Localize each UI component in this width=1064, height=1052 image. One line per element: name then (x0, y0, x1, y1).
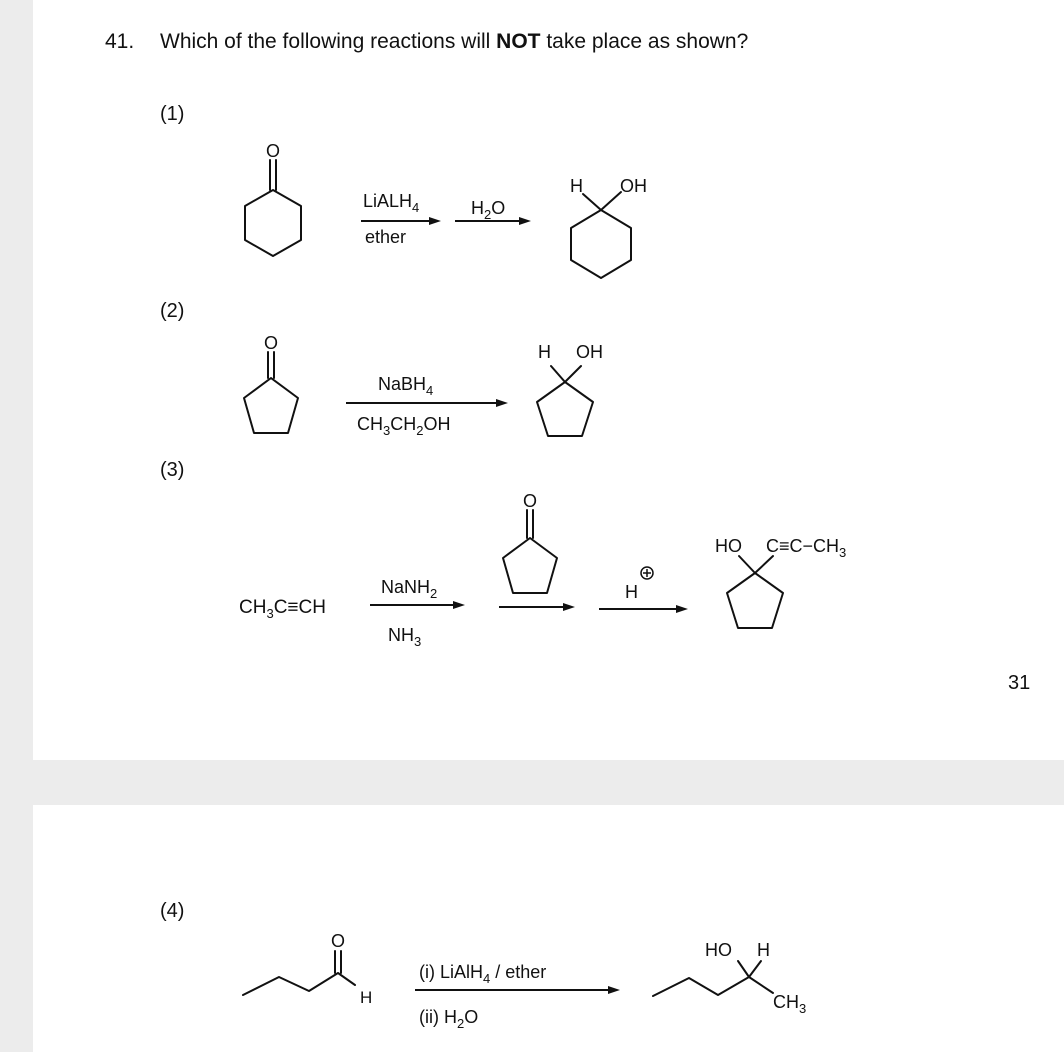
option-3-reagent-1-bottom: $NH_3$ (388, 625, 422, 649)
question-text-part: take place as shown? (540, 30, 749, 53)
oxygen-atom: O (265, 141, 281, 161)
oxygen-atom: O (263, 333, 279, 353)
product-label-oh: OH (576, 342, 603, 362)
option-3-label: (3) (160, 459, 185, 481)
product-label-h: H (570, 176, 583, 196)
question-text-emphasis: NOT (496, 30, 541, 53)
option-1-label: (1) (160, 103, 185, 125)
option-4-scheme (33, 805, 1064, 1052)
propargylic-alcohol-structure (715, 536, 846, 628)
product-label-ho: HO (715, 536, 742, 556)
product-label-ch3: $CH_3$ (773, 992, 807, 1016)
butanol-product-structure (653, 940, 806, 1016)
product-label-alkyne: $C\equiv C-CH_3$ (766, 536, 847, 560)
product-label-ho: HO (705, 940, 732, 960)
product-label-h: H (538, 342, 551, 362)
option-4-reagent-bottom: (ii) $H_2O$ (419, 1007, 479, 1031)
option-4-label: (4) (160, 900, 185, 922)
option-4-reagent-top: (i) LiAlH$_4$ / ether (419, 962, 547, 986)
option-3-reagent-1-top: NaNH$_2$ (381, 577, 438, 601)
question-number: 41. (105, 30, 135, 53)
aldehyde-hydrogen: H (360, 988, 373, 1007)
product-label-h: H (757, 940, 770, 960)
option-1-reagent-1-top: LiALH$_4$ (363, 191, 420, 215)
option-1-reagent-1-bottom: ether (365, 227, 407, 247)
option-1-reagent-2-top: $H_2O$ (471, 198, 506, 222)
product-label-oh: OH (620, 176, 647, 196)
page-1 (33, 0, 1064, 760)
option-2-reagent-bottom: $CH_3CH_2OH$ (357, 414, 451, 438)
cyclopentanone-reagent-structure (503, 491, 557, 593)
option-3-reactant: $CH_3C\equiv CH$ (239, 597, 326, 621)
oxygen-atom: O (330, 931, 346, 951)
proton-reagent (625, 567, 653, 602)
page-2 (33, 805, 1064, 1052)
question-text-part: Which of the following reactions will (160, 30, 497, 53)
proton-label: H (625, 582, 638, 602)
page-number: 31 (1008, 672, 1031, 694)
oxygen-atom: O (522, 491, 538, 511)
option-3-scheme (33, 0, 1064, 760)
butanal-structure (243, 931, 372, 1007)
option-2-reagent-top: NaBH$_4$ (378, 374, 434, 398)
option-2-label: (2) (160, 300, 185, 322)
